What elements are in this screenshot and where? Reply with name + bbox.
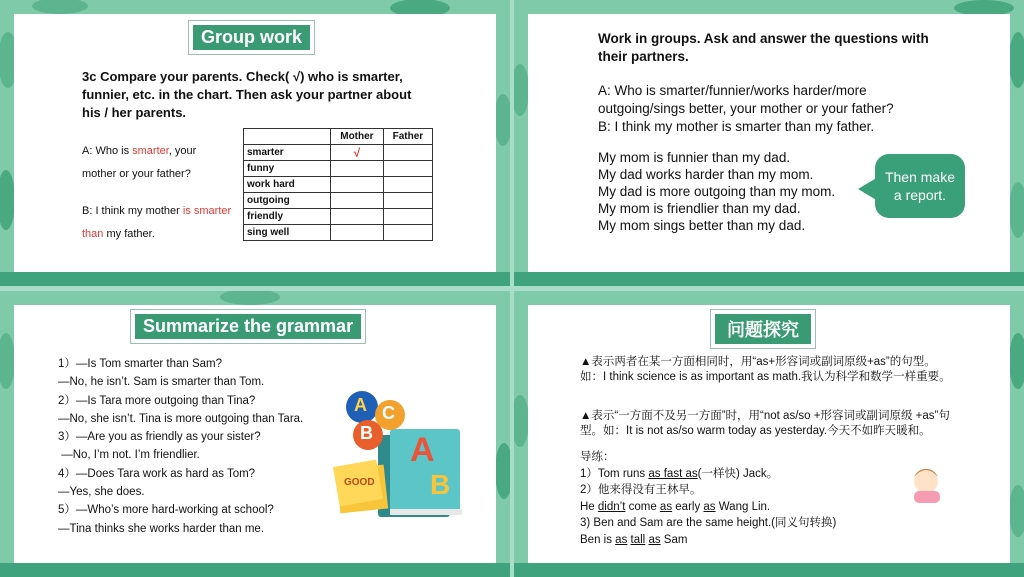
answer-text: Ben is xyxy=(580,533,616,546)
dialog-a-pre: A: Who is xyxy=(82,145,133,157)
slide-body xyxy=(528,14,1010,272)
exercise-2-answer xyxy=(580,499,910,516)
answer-blank[interactable]: tall xyxy=(630,533,646,546)
ground-strip xyxy=(0,272,510,286)
slide-problem-inquiry[interactable] xyxy=(514,291,1024,577)
task-heading: Work in groups. Ask and answer the questions with their partners. xyxy=(598,31,929,64)
answer-blank[interactable]: as xyxy=(659,500,673,513)
exercise-3-answer xyxy=(580,532,910,549)
slide-body xyxy=(14,305,496,563)
answer-text: He xyxy=(580,500,598,513)
grammar-line: —No, he isn’t. Sam is smarter than Tom. xyxy=(58,376,265,389)
answer-blank[interactable]: as xyxy=(615,533,628,546)
mother-cell[interactable] xyxy=(331,177,384,193)
mother-cell[interactable] xyxy=(331,209,384,225)
grammar-line: 4）—Does Tara work as hard as Tom? xyxy=(58,467,256,480)
grammar-line: —No, I’m not. I’m friendlier. xyxy=(58,449,200,462)
report-line: My mom sings better than my dad. xyxy=(598,218,806,233)
answer-text: come xyxy=(625,500,660,513)
chart-header-blank xyxy=(244,129,331,145)
block-letter-b: B xyxy=(360,423,373,443)
answer-blank[interactable]: as xyxy=(648,533,661,546)
exercise-1 xyxy=(580,466,910,483)
grammar-line: —No, she isn’t. Tina is more outgoing than Tara. xyxy=(58,412,304,425)
exercise-1-answer[interactable]: as fast as xyxy=(648,467,698,480)
exercise-2: 2）他来得没有王林早。 xyxy=(580,484,702,496)
ground-strip xyxy=(0,563,510,577)
moon-girl-icon xyxy=(876,455,956,531)
grammar-line: 1）—Is Tom smarter than Sam? xyxy=(58,358,223,370)
report-line: My dad is more outgoing than my mom. xyxy=(598,184,836,199)
slide-title: Summarize the grammar xyxy=(135,314,361,339)
dialog-b-pre: B: I think my mother xyxy=(82,205,183,217)
slide-summarize-grammar[interactable] xyxy=(0,291,510,577)
title-frame xyxy=(130,309,366,344)
grammar-line: 3）—Are you as friendly as your sister? xyxy=(58,431,261,444)
table-row xyxy=(244,177,433,193)
grammar-line: 5）—Who’s more hard-working at school? xyxy=(58,504,274,517)
row-label: funny xyxy=(244,161,331,177)
grammar-line: —Yes, she does. xyxy=(58,486,145,499)
row-label: outgoing xyxy=(244,193,331,209)
father-cell[interactable] xyxy=(383,209,432,225)
row-label: sing well xyxy=(244,225,331,241)
exercise-1-post: (一样快) Jack。 xyxy=(697,467,779,480)
row-label: friendly xyxy=(244,209,331,225)
title-frame xyxy=(710,309,816,349)
dialog-b xyxy=(82,200,232,246)
dialog-b-post: my father. xyxy=(103,228,155,240)
abc-books-illustration xyxy=(332,375,482,525)
table-row xyxy=(244,209,433,225)
slide-body xyxy=(14,14,496,272)
grammar-line: —Tina thinks she works harder than me. xyxy=(58,522,265,535)
slide-title: Group work xyxy=(193,25,310,50)
mother-cell[interactable]: √ xyxy=(331,145,384,161)
answer-blank[interactable]: didn’t xyxy=(597,500,626,513)
report-bubble: Then make a report. xyxy=(875,154,965,218)
table-row xyxy=(244,161,433,177)
practice-label: 导练： xyxy=(580,451,615,463)
report-line: My mom is friendlier than my dad. xyxy=(598,201,801,216)
mother-cell[interactable] xyxy=(331,161,384,177)
chart-header-row xyxy=(244,129,433,145)
title-frame xyxy=(188,20,315,55)
mother-cell[interactable] xyxy=(331,193,384,209)
block-letter-c: C xyxy=(382,403,395,423)
row-label: smarter xyxy=(244,145,331,161)
instruction-text: 3c Compare your parents. Check( √) who is smarter, funnier, etc. in the chart. Then ask your partner about his / her parents. xyxy=(82,69,412,120)
grammar-line: 2）—Is Tara more outgoing than Tina? xyxy=(58,394,256,407)
dialog-a xyxy=(82,140,232,186)
answer-text: Sam xyxy=(660,533,688,546)
rule-paragraph-1: ▲表示两者在某一方面相同时，用“as+形容词或副词原级+as”的句型。如：I think science is as important as math.我认为科学和数学一样重要。 xyxy=(580,356,951,383)
report-line: My mom is funnier than my dad. xyxy=(598,150,791,165)
answer-text: early xyxy=(672,500,704,513)
grammar-lines xyxy=(58,355,348,538)
answer-b: B: I think my mother is smarter than my father. xyxy=(598,119,875,134)
father-cell[interactable] xyxy=(383,193,432,209)
father-cell[interactable] xyxy=(383,225,432,241)
father-cell[interactable] xyxy=(383,145,432,161)
chart-header-mother: Mother xyxy=(331,129,384,145)
father-cell[interactable] xyxy=(383,161,432,177)
row-label: work hard xyxy=(244,177,331,193)
exercise-3: 3) Ben and Sam are the same height.(同义句转换) xyxy=(580,517,837,529)
chart-header-father: Father xyxy=(383,129,432,145)
slide-group-work[interactable] xyxy=(0,0,510,286)
exercise-1-pre: 1）Tom runs xyxy=(580,467,649,480)
slide-work-in-groups[interactable] xyxy=(514,0,1024,286)
sticky-note-text: GOOD xyxy=(344,477,375,488)
question-a: A: Who is smarter/funnier/works harder/more outgoing/sings better, your mother or your father? xyxy=(598,83,894,116)
slide-title: 问题探究 xyxy=(715,314,811,344)
book-letter-b: B xyxy=(430,469,451,500)
practice-block xyxy=(580,449,910,548)
dialog-a-highlight: smarter xyxy=(132,145,169,157)
mother-cell[interactable] xyxy=(331,225,384,241)
ground-strip xyxy=(514,272,1024,286)
table-row xyxy=(244,193,433,209)
answer-text: Wang Lin. xyxy=(715,500,771,513)
block-letter-a: A xyxy=(354,395,367,415)
answer-blank[interactable]: as xyxy=(703,500,716,513)
table-row xyxy=(244,145,433,161)
ground-strip xyxy=(514,563,1024,577)
comparison-chart xyxy=(243,128,433,241)
dialog-a-post: , your mother or your father? xyxy=(82,145,197,180)
table-row xyxy=(244,225,433,241)
report-lines xyxy=(598,149,878,234)
dialog-b-highlight: is smarter than xyxy=(82,205,232,240)
book-letter-a: A xyxy=(410,431,435,469)
rule-paragraph-2: ▲表示“一方面不及另一方面”时，用“not as/so +形容词或副词原级 +as”句型。如：It is not as/so warm today as yesterday.今天不如昨天暖和。 xyxy=(580,410,950,437)
slide-body xyxy=(528,305,1010,563)
report-line: My dad works harder than my mom. xyxy=(598,167,814,182)
father-cell[interactable] xyxy=(383,177,432,193)
